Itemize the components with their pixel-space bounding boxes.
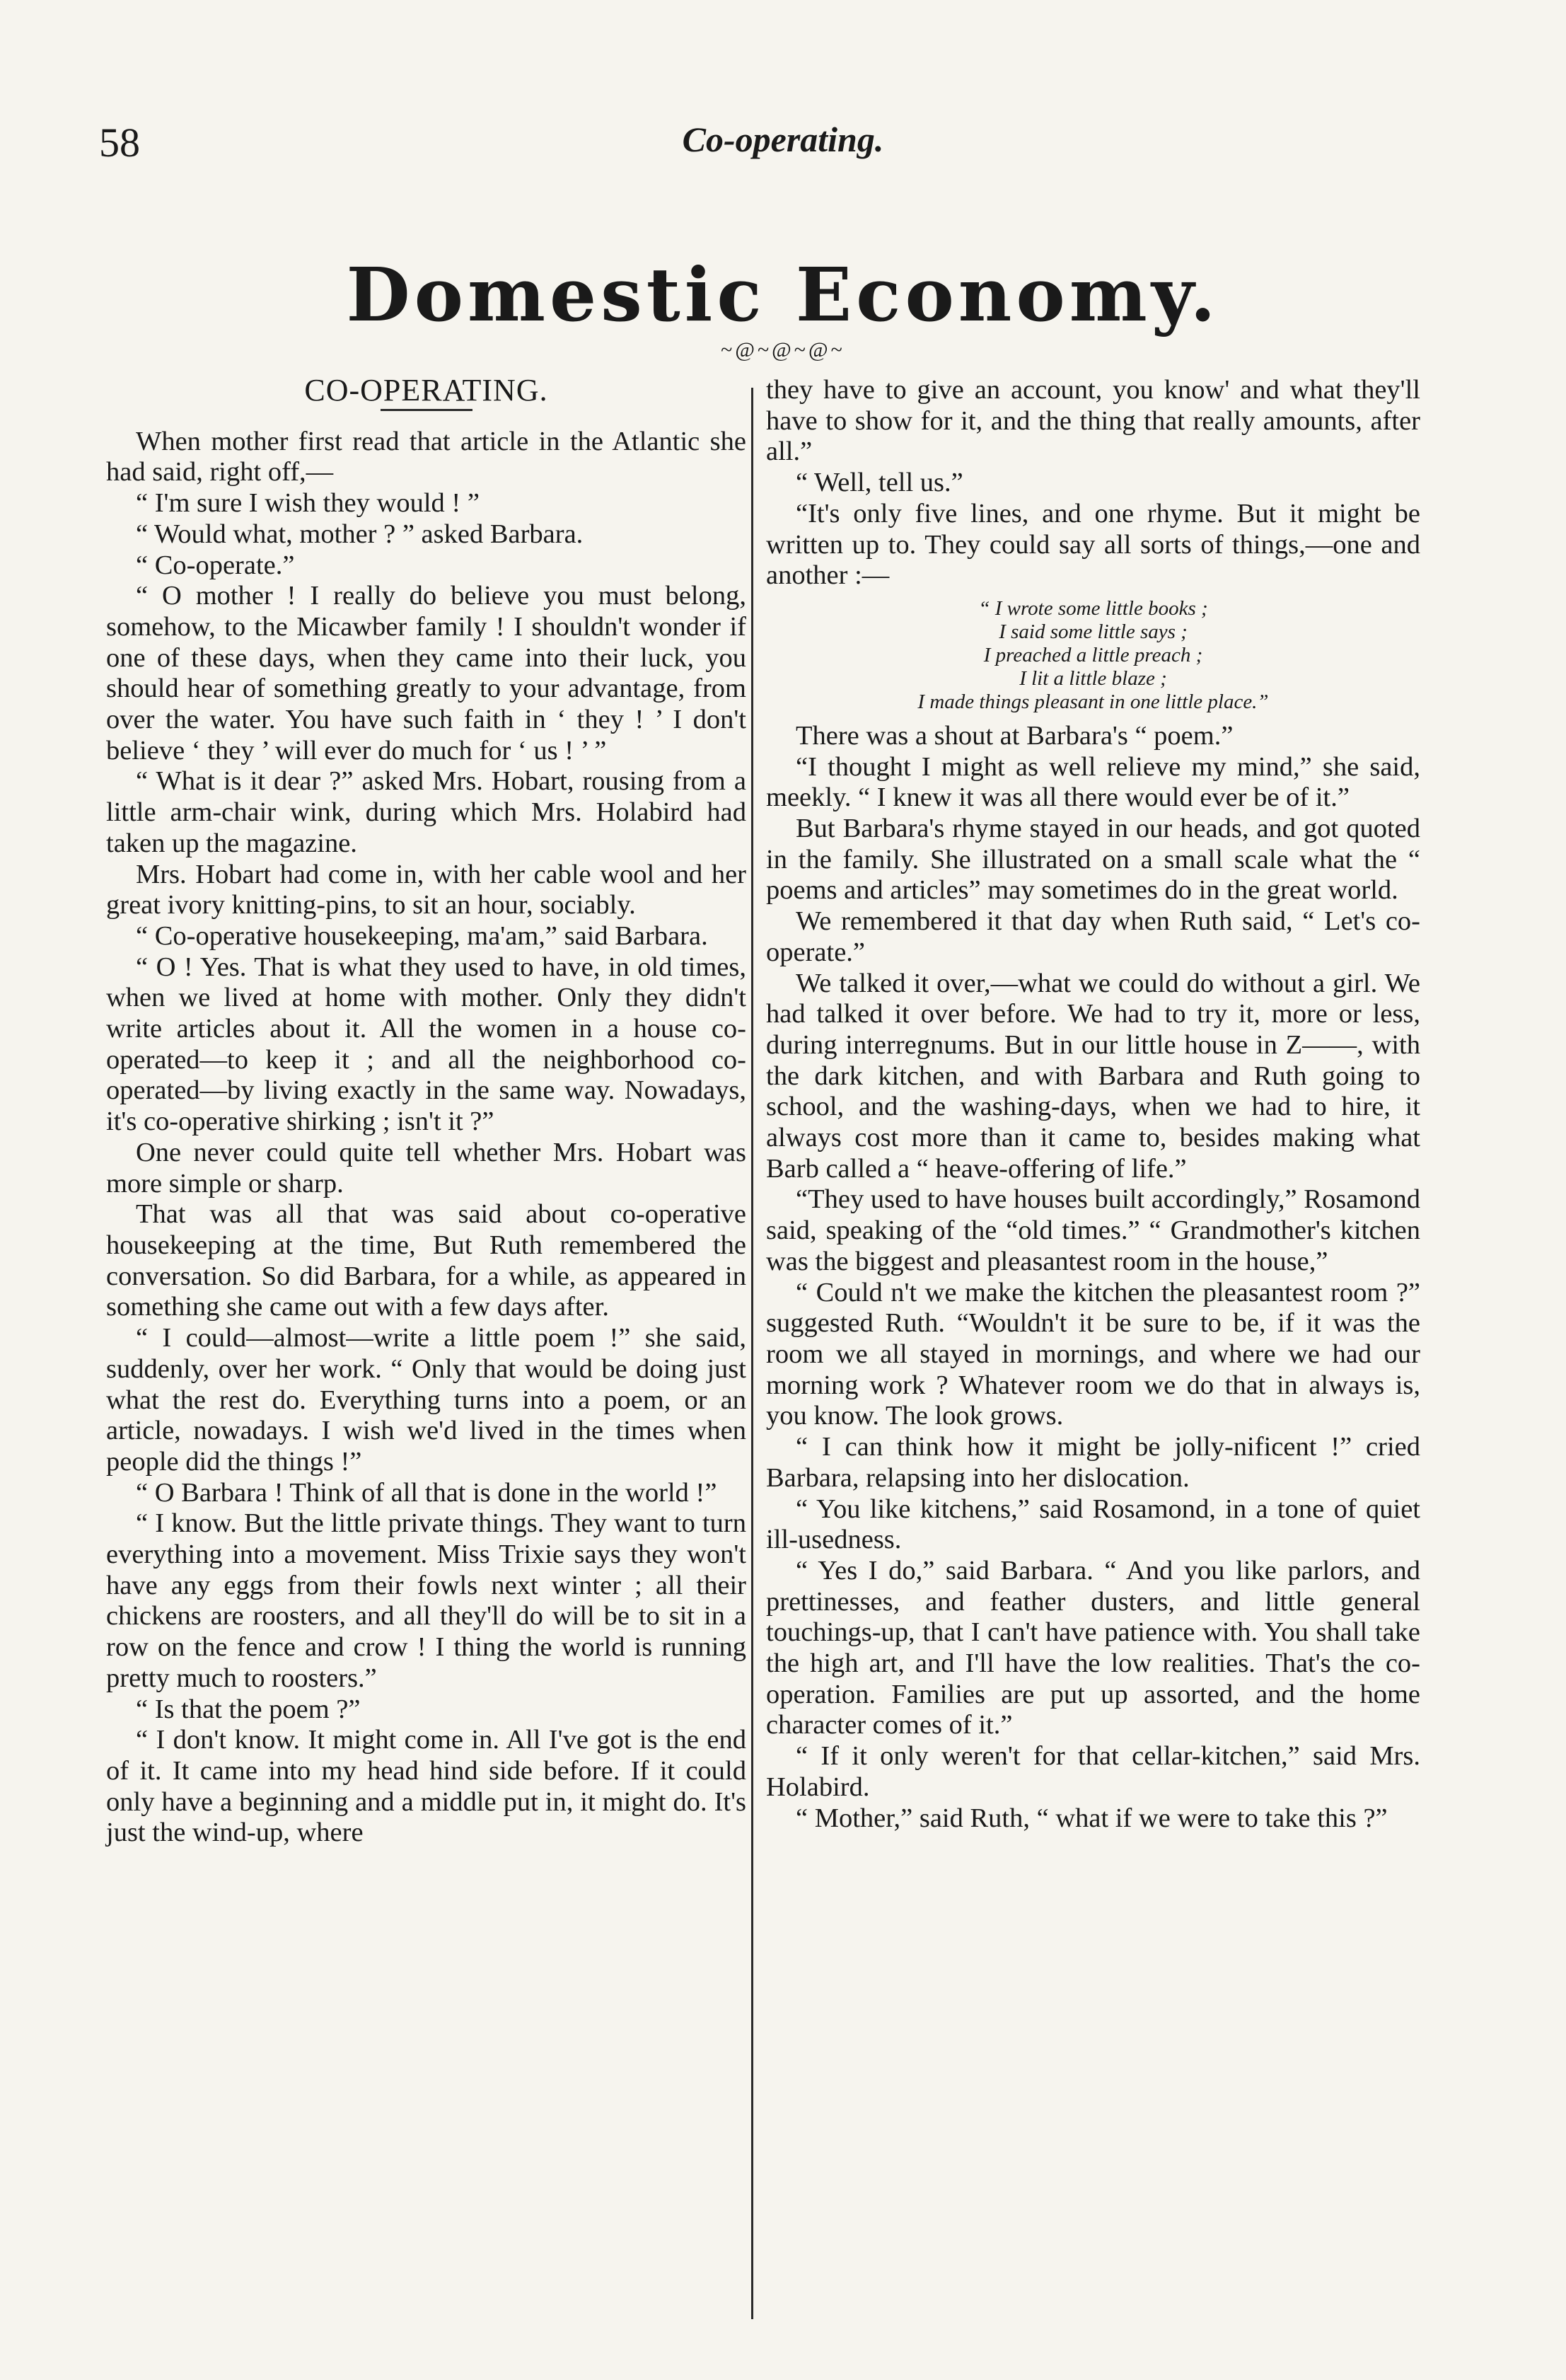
paragraph: “I thought I might as well relieve my mind,” she said, meekly. “ I knew it was all there would ever be of it.” — [766, 751, 1420, 813]
column-rule — [751, 388, 753, 2319]
poem-line: I said some little says ; — [999, 620, 1188, 643]
paragraph: “ Would what, mother ? ” asked Barbara. — [136, 519, 584, 549]
paragraph: “ If it only weren't for that cellar-kitchen,” said Mrs. Holabird. — [766, 1741, 1420, 1802]
paragraph: “ I know. But the little private things. They want to turn everything into a movement. Miss Trixie says they won't have any eggs from their fowls next winter ; all their chickens are roosters, and all they'll do will be to sit in a row on the fence and crow ! I thing the world is running pretty much to roosters.” — [106, 1508, 746, 1693]
paragraph: “ I'm sure I wish they would ! ” — [136, 488, 480, 519]
paragraph: When mother first read that article in the Atlantic she had said, right off,— — [106, 426, 746, 487]
right-column — [766, 375, 1420, 1834]
poem-line: I made things pleasant in one little place.” — [917, 690, 1269, 713]
paragraph: “ I don't know. It might come in. All I've got is the end of it. It came into my head hind side before. If it could only have a beginning and a middle put in, it might do. It's just the wind-up, where — [106, 1725, 746, 1848]
paragraph: We talked it over,—what we could do without a girl. We had talked it over before. We had to try it, more or less, during interregnums. But in our little house in Z——, with the dark kitchen, and with Barbara and Ruth going to school, and the washing-days, when we had to hire, it always cost more than it came to, besides making what Barb called a “ heave-offering of life.” — [766, 968, 1420, 1184]
paragraph: “ O ! Yes. That is what they used to have, in old times, when we lived at home with mother. Only they didn't write articles about it. All the women in a house co-operated—to keep it ; and all the neighborhood co-operated—by living exactly in the same way. Nowadays, it's co-operative shirking ; isn't it ?” — [106, 952, 746, 1137]
paragraph: We remembered it that day when Ruth said, “ Let's co-operate.” — [766, 906, 1420, 967]
poem-line: “ I wrote some little books ; — [978, 596, 1208, 620]
paragraph: There was a shout at Barbara's “ poem.” — [796, 720, 1234, 751]
paragraph: “ You like kitchens,” said Rosamond, in a tone of quiet ill-usedness. — [766, 1494, 1420, 1555]
paragraph: “They used to have houses built accordingly,” Rosamond said, speaking of the “old times.” “ Grandmother's kitchen was the biggest and pleasantest room in the house,” — [766, 1184, 1420, 1276]
poem-line: I preached a little preach ; — [983, 643, 1203, 666]
paragraph: “It's only five lines, and one rhyme. But it might be written up to. They could say all sorts of things,—one and another :— — [766, 498, 1420, 591]
paragraph: “ Co-operative housekeeping, ma'am,” said Barbara. — [136, 920, 708, 951]
left-column-body — [106, 427, 746, 1849]
ornament-divider: ~@~@~@~ — [721, 338, 845, 362]
poem-line: I lit a little blaze ; — [1019, 666, 1167, 690]
left-column — [106, 375, 746, 1849]
poem — [766, 597, 1420, 714]
paragraph: “ What is it dear ?” asked Mrs. Hobart, rousing from a little arm-chair wink, during which Mrs. Holabird had taken up the magazine. — [106, 766, 746, 858]
right-column-top — [766, 375, 1420, 591]
paragraph: “ Yes I do,” said Barbara. “ And you like parlors, and prettinesses, and feather dusters, and little general touchings-up, that I can't have patience with. You shall take the high art, and I'll have the low realities. That's the co-operation. Families are put up assorted, and the home character comes of it.” — [766, 1555, 1420, 1740]
paragraph: “ Mother,” said Ruth, “ what if we were to take this ?” — [796, 1803, 1388, 1833]
section-title: Domestic Economy. — [346, 251, 1220, 338]
paragraph: “ Co-operate.” — [136, 550, 295, 580]
running-head — [99, 119, 1467, 168]
paragraph: “ Well, tell us.” — [796, 468, 963, 498]
title-rule — [381, 409, 472, 411]
paragraph: “ O mother ! I really do believe you must belong, somehow, to the Micawber family ! I shouldn't wonder if one of these days, when they came into their luck, you should hear of something greatly to your advantage, from over the water. You have such faith in ‘ they ! ’ I don't believe ‘ they ’ will ever do much for ‘ us ! ’ ” — [106, 581, 746, 766]
page-number: 58 — [99, 120, 140, 166]
paragraph: One never could quite tell whether Mrs. Hobart was more simple or sharp. — [106, 1137, 746, 1198]
paragraph: “ O Barbara ! Think of all that is done in the world !” — [136, 1477, 717, 1508]
paragraph: they have to give an account, you know' and what they'll have to show for it, and the thing that really amounts, after all.” — [766, 375, 1420, 467]
article-title: CO-OPERATING. — [304, 373, 548, 408]
running-title: Co-operating. — [682, 120, 884, 159]
paragraph: “ Could n't we make the kitchen the pleasantest room ?” suggested Ruth. “Wouldn't it be sure to be, if it was the room we all stayed in mornings, and where we had our morning work ? Whatever room we do that in always is, you know. The look grows. — [766, 1277, 1420, 1431]
paragraph: But Barbara's rhyme stayed in our heads, and got quoted in the family. She illustrated on a small scale what the “ poems and articles” may sometimes do in the great world. — [766, 814, 1420, 906]
paragraph: “ I can think how it might be jolly-nificent !” cried Barbara, relapsing into her dislocation. — [766, 1432, 1420, 1493]
paragraph: Mrs. Hobart had come in, with her cable wool and her great ivory knitting-pins, to sit an hour, sociably. — [106, 859, 746, 920]
right-column-bottom — [766, 721, 1420, 1834]
paragraph: “ I could—almost—write a little poem !” she said, suddenly, over her work. “ Only that would be doing just what the rest do. Everything turns into a poem, or an article, nowadays. I wish we'd lived in the times when people did the things !” — [106, 1323, 746, 1477]
paragraph: “ Is that the poem ?” — [136, 1694, 361, 1724]
paragraph: That was all that was said about co-operative housekeeping at the time, But Ruth remembered the conversation. So did Barbara, for a while, as appeared in something she came out with a few days after. — [106, 1199, 746, 1322]
